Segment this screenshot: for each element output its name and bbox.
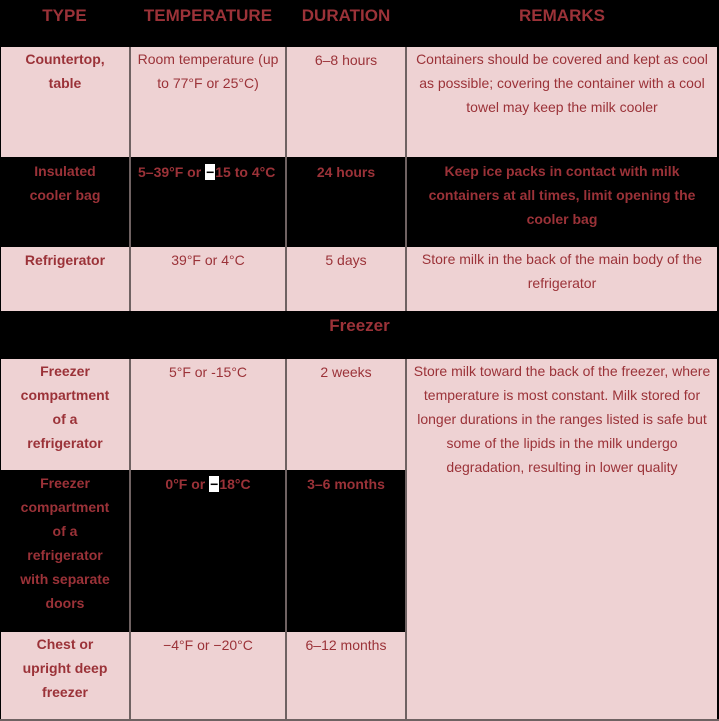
cell-duration-freezer-separate-doors: 3–6 months [287, 471, 405, 630]
cell-duration-freezer-compartment: 2 weeks [287, 359, 405, 470]
cell-temperature-refrigerator: 39°F or 4°C [131, 247, 285, 311]
temperature-text: 18°C [219, 476, 251, 492]
column-divider [129, 47, 131, 311]
column-header-type: TYPE [42, 6, 87, 25]
column-divider [405, 359, 407, 719]
column-divider [285, 359, 287, 719]
cell-remarks-refrigerator: Store milk in the back of the main body of the refrigerator [407, 247, 717, 311]
cell-duration-chest-freezer: 6–12 months [287, 632, 405, 719]
cell-remarks-countertop: Containers should be covered and kept as cool as possible; covering the container with a cool towel may keep the milk cooler [407, 47, 717, 157]
cell-duration-countertop: 6–8 hours [287, 47, 405, 157]
cell-duration-cooler-bag: 24 hours [287, 159, 405, 245]
temperature-text: 5–39°F or [138, 164, 206, 180]
cell-temperature-freezer-compartment: 5°F or -15°C [131, 359, 285, 470]
cell-type-cooler-bag: Insulated cooler bag [1, 159, 129, 245]
temperature-text: 15 to 4°C [215, 164, 276, 180]
column-header-remarks: REMARKS [519, 6, 605, 25]
column-divider [129, 359, 131, 719]
cell-remarks-freezer: Store milk toward the back of the freezer, where temperature is most constant. Milk stored for longer durations in the ranges listed is safe but some of the lipids in the milk undergo degradation, resulting in lower quality [407, 359, 717, 719]
cell-temperature-freezer-separate-doors [131, 471, 285, 630]
cell-duration-refrigerator: 5 days [287, 247, 405, 311]
cell-remarks-cooler-bag: Keep ice packs in contact with milk containers at all times, limit opening the cooler bag [407, 159, 717, 245]
section-header-freezer: Freezer [329, 316, 390, 335]
cell-type-countertop: Countertop, table [1, 47, 129, 157]
cell-type-refrigerator: Refrigerator [1, 247, 129, 311]
cell-type-chest-freezer: Chest or upright deep freezer [1, 632, 129, 719]
column-header-duration: DURATION [301, 6, 391, 25]
column-divider [405, 47, 407, 311]
cell-type-freezer-separate-doors: Freezer compartment of a refrigerator with separate doors [1, 471, 129, 630]
cell-temperature-cooler-bag [131, 159, 285, 245]
column-divider [285, 47, 287, 311]
highlighted-minus-sign: − [206, 164, 215, 180]
column-header-temperature: TEMPERATURE [143, 6, 273, 25]
cell-temperature-countertop: Room temperature (up to 77°F or 25°C) [131, 47, 285, 157]
cell-type-freezer-compartment: Freezer compartment of a refrigerator [1, 359, 129, 470]
highlighted-minus-sign: − [210, 476, 219, 492]
cell-temperature-chest-freezer: −4°F or −20°C [131, 632, 285, 719]
temperature-text: 0°F or [165, 476, 210, 492]
